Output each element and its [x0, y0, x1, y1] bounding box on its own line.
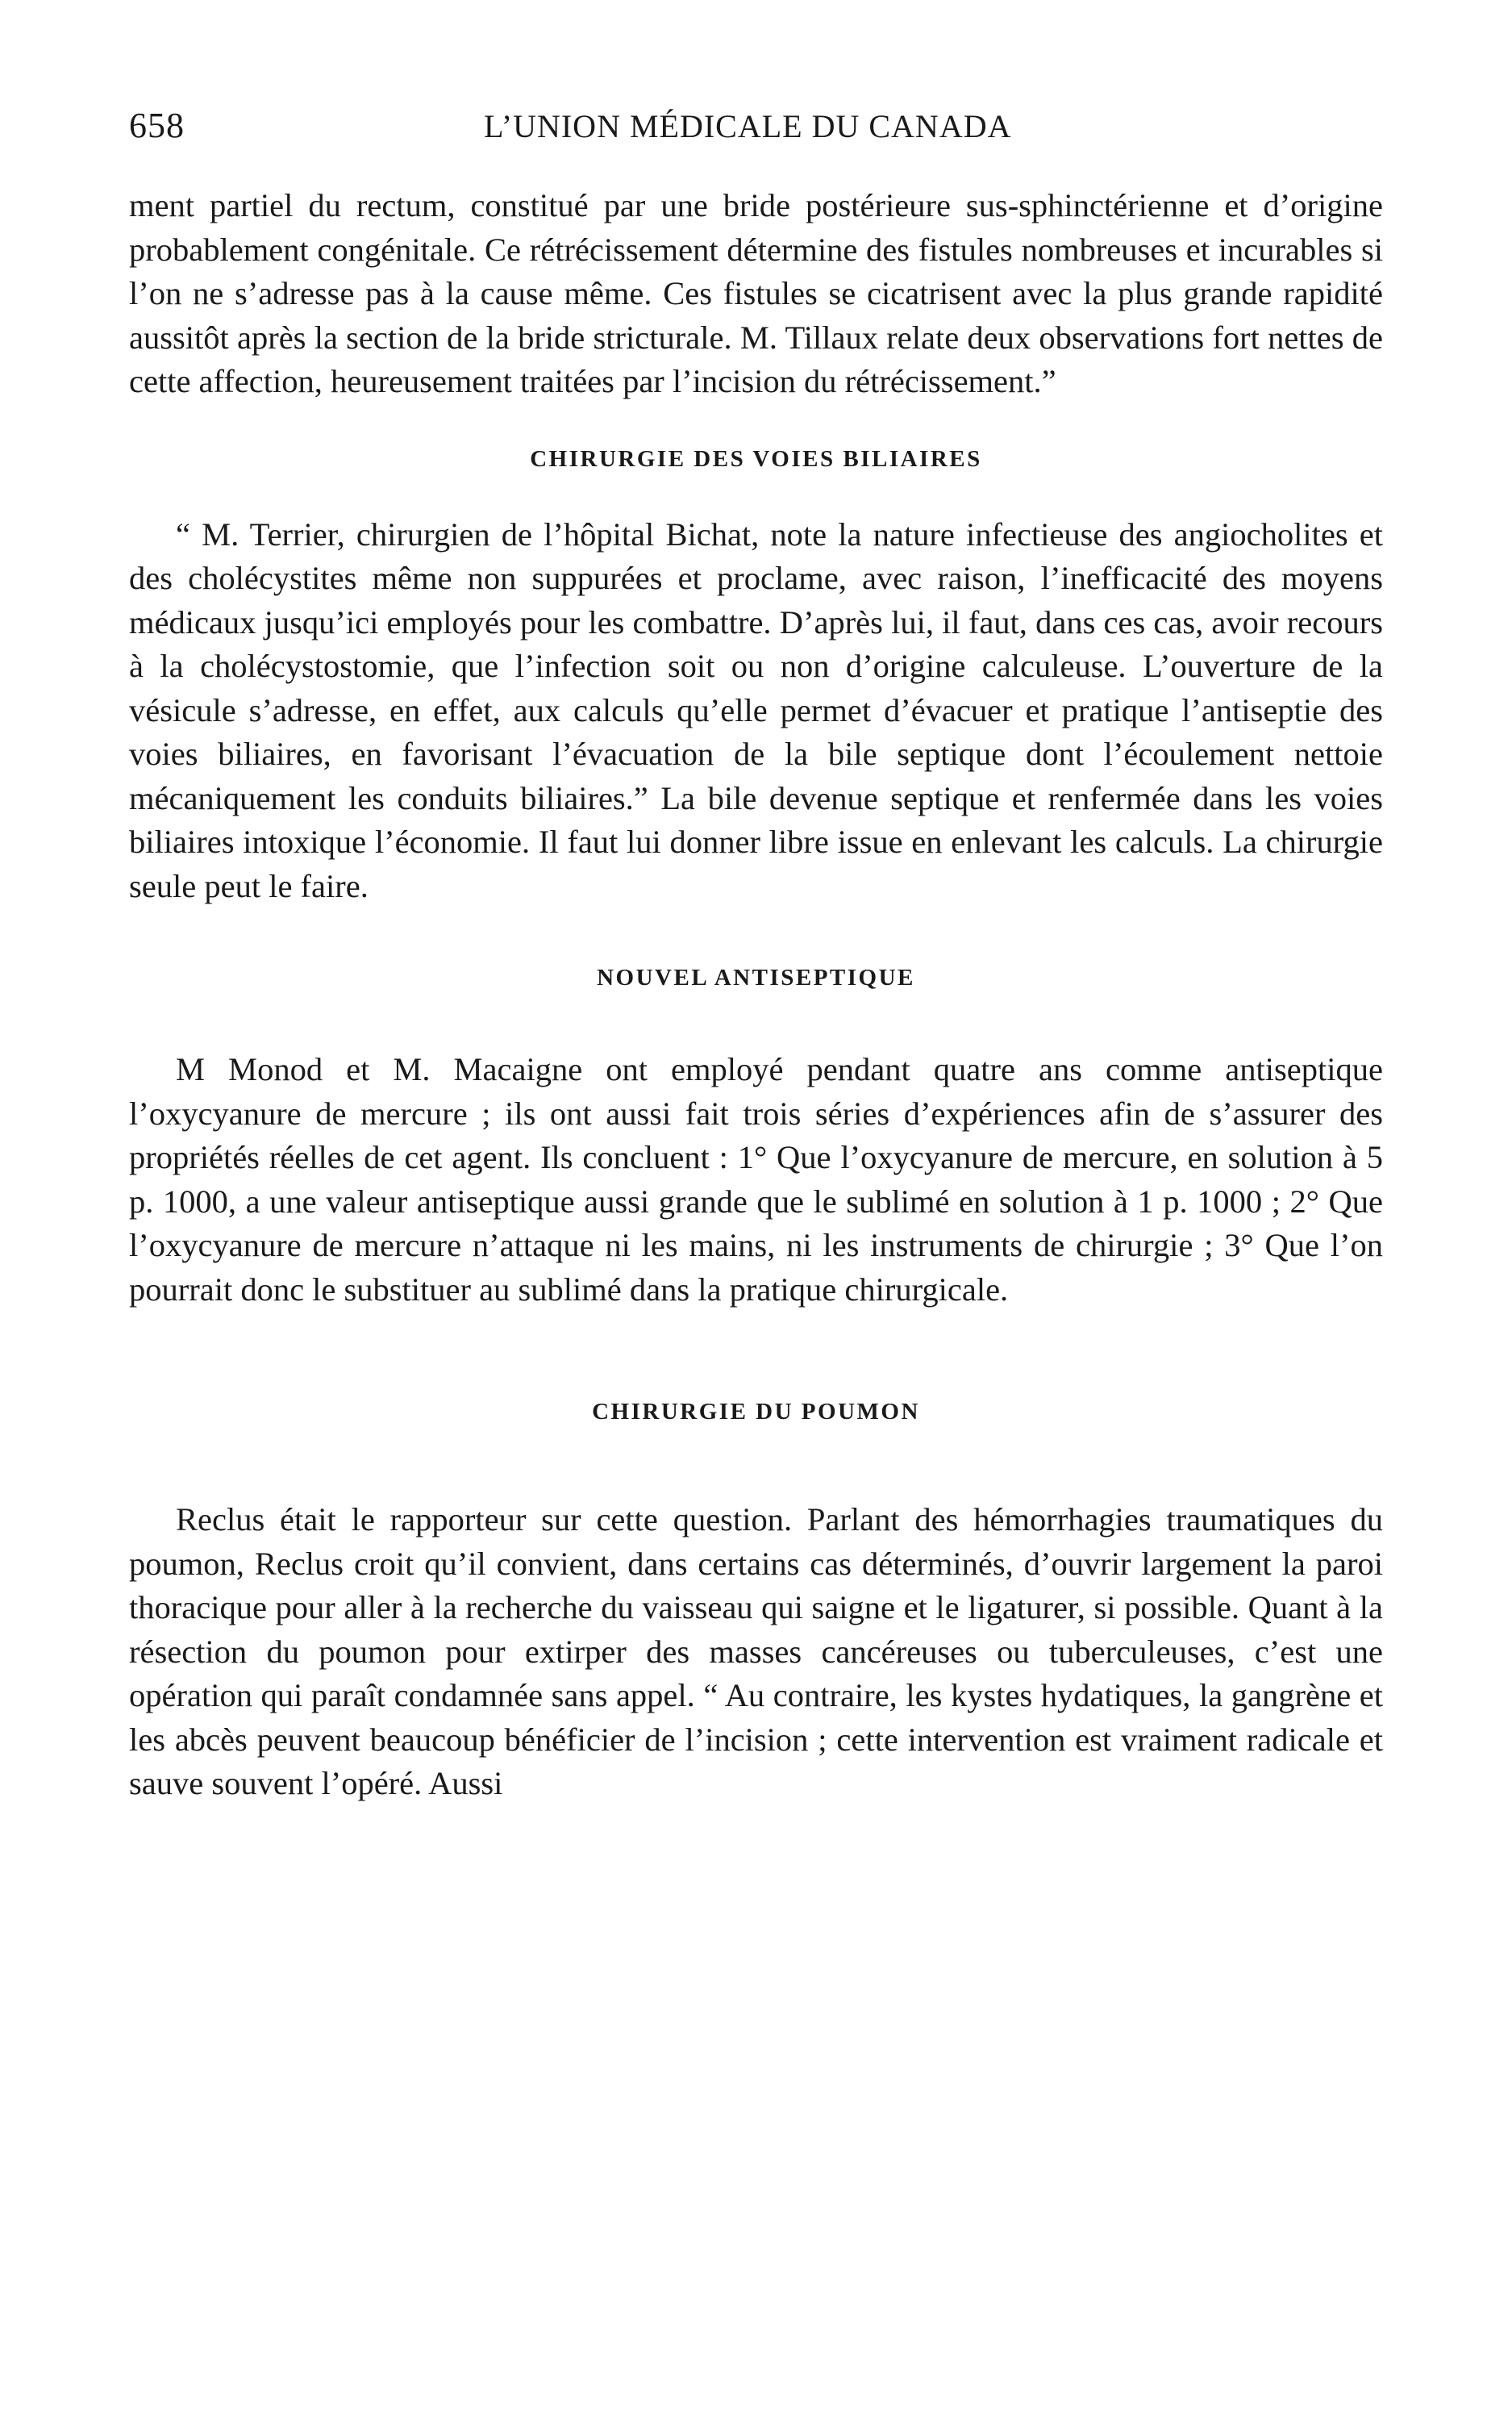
paragraph-rectum-continuation: ment partiel du rectum, constitué par une bride postérieure sus-sphinctérienne et d’origine probablement congénitale. Ce rétrécissement détermine des fistules nombreuses et incurables si l’on ne s’adresse pas à la cause même. Ces fistules se cicatrisent avec la plus grande rapidité aussitôt après la section de la bride stricturale. M. Tillaux relate deux observations fort nettes de cette affection, heureusement traitées par l’incision du rétrécissement.” [129, 187, 1383, 399]
paragraph-voies-biliaires: “ M. Terrier, chirurgien de l’hôpital Bichat, note la nature infectieuse des angiocholites et des cholécystites même non suppurées et proclame, avec raison, l’inefficacité des moyens médicaux jusqu’ici employés pour les combattre. D’après lui, il faut, dans ces cas, avoir recours à la cholécystostomie, que l’infection soit ou non d’origine calculeuse. L’ouverture de la vésicule s’adresse, en effet, aux calculs qu’elle permet d’évacuer et pratique l’antiseptie des voies biliaires, en favorisant l’évacuation de la bile septique dont l’écoulement nettoie mécaniquement les conduits biliaires.” La bile devenue septique et renfermée dans les voies biliaires intoxique l’économie. Il faut lui donner libre issue en enlevant les calculs. La chirurgie seule peut le faire. [129, 515, 1383, 904]
section-heading-voies-biliaires: CHIRURGIE DES VOIES BILIAIRES [530, 445, 982, 472]
paragraph-poumon: Reclus était le rapporteur sur cette question. Parlant des hémorrhagies traumatiques du poumon, Reclus croit qu’il convient, dans certains cas déterminés, d’ouvrir largement la paroi thoracique pour aller à la recherche du vaisseau qui saigne et le ligaturer, si possible. Quant à la résection du poumon pour extirper des masses cancéreuses ou tuberculeuses, c’est une opération qui paraît condamnée sans appel. “ Au contraire, les kystes hydatiques, la gangrène et les abcès peuvent beaucoup bénéficier de l’incision ; cette intervention est vraiment radicale et sauve souvent l’opéré. Aussi [129, 1501, 1383, 1801]
running-title: L’UNION MÉDICALE DU CANADA [484, 108, 1012, 144]
section-heading-poumon: CHIRURGIE DU POUMON [592, 1399, 920, 1425]
book-page [129, 105, 1383, 1806]
page-number: 658 [129, 106, 185, 145]
paragraph-nouvel-antiseptique: M Monod et M. Macaigne ont employé pendant quatre ans comme antiseptique l’oxycyanure de mercure ; ils ont aussi fait trois séries d’expériences afin de s’assurer des propriétés réelles de cet agent. Ils concluent : 1° Que l’oxycyanure de mercure, en solution à 5 p. 1000, a une valeur antiseptique aussi grande que le sublimé en solution à 1 p. 1000 ; 2° Que l’oxycyanure de mercure n’attaque ni les mains, ni les instruments de chirurgie ; 3° Que l’on pourrait donc le substituer au sublimé dans la pratique chirurgicale. [129, 1051, 1383, 1308]
section-heading-nouvel-antiseptique: NOUVEL ANTISEPTIQUE [597, 965, 915, 991]
page-header [129, 105, 1383, 169]
